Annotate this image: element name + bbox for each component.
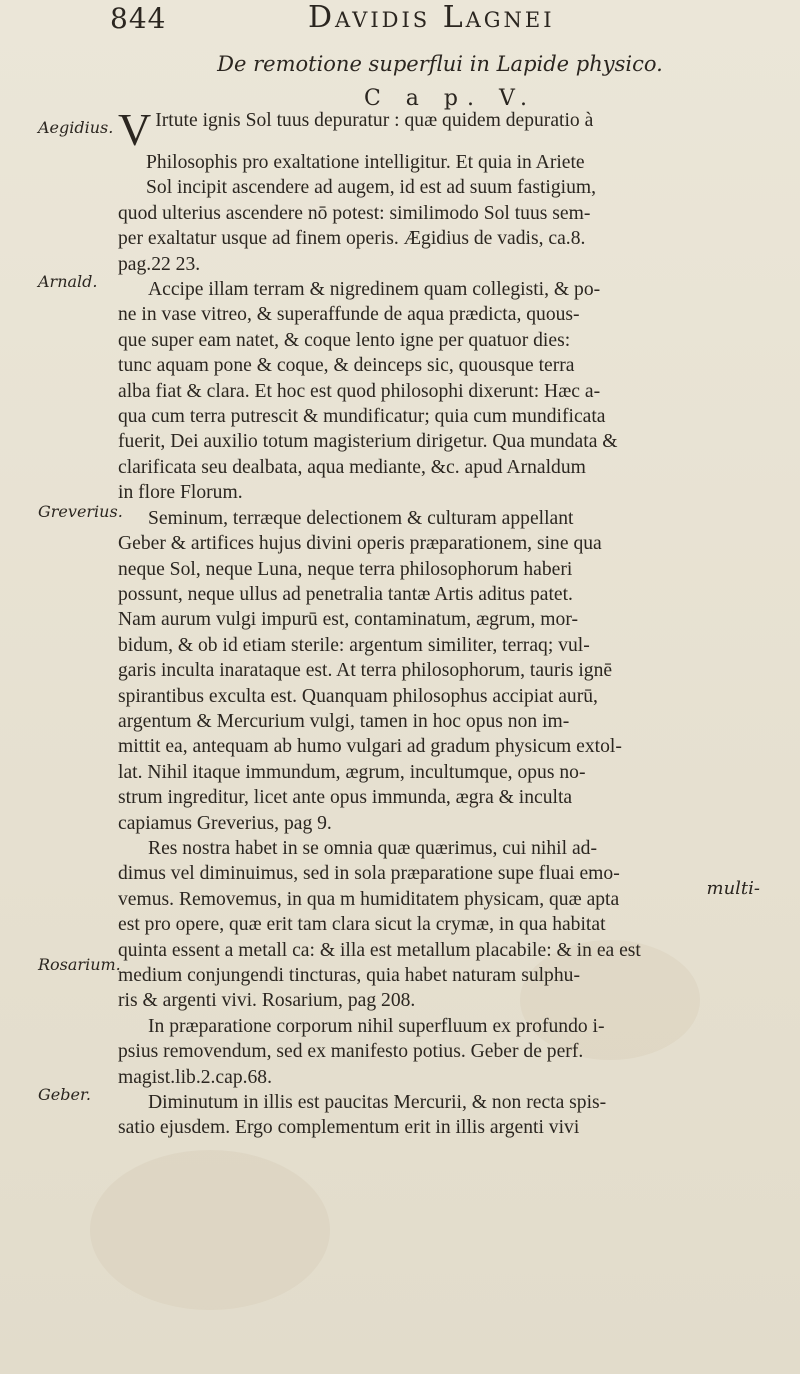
text-line: que super eam natet, & coque lento igne per quatuor dies: bbox=[118, 329, 571, 351]
text-line: in flore Florum. bbox=[118, 482, 243, 504]
text-line: quinta essent a metall ca: & illa est metallum placabile: & in ea est bbox=[118, 939, 641, 961]
text-line: pag.22 23. bbox=[118, 253, 201, 275]
text-line: alba fiat & clara. Et hoc est quod philosophi dixerunt: Hæc a- bbox=[118, 380, 601, 402]
text-line: garis inculta inarataque est. At terra philosophorum, tauris ignē bbox=[118, 660, 613, 682]
text-line: psius removendum, sed ex manifesto potius. Geber de perf. bbox=[118, 1041, 584, 1063]
text-line: strum ingreditur, licet ante opus immunda, ægra & inculta bbox=[118, 787, 573, 809]
margin-note-rosarium: Rosarium. bbox=[38, 955, 121, 974]
chapter-heading: C a p. V. bbox=[363, 86, 537, 111]
text-line: medium conjungendi tincturas, quia habet naturam sulphu- bbox=[118, 965, 580, 986]
text-line: ne in vase vitreo, & superaffunde de aqua prædicta, quous- bbox=[118, 304, 580, 326]
margin-note-greverius: Greverius. bbox=[38, 502, 123, 521]
text-line: bidum, & ob id etiam sterile: argentum similiter, terraq; vul- bbox=[118, 634, 590, 656]
margin-note-arnald: Arnald. bbox=[38, 272, 98, 291]
running-title: Davidis Lagnei bbox=[308, 0, 555, 35]
text-line-first bbox=[118, 108, 798, 150]
body-text bbox=[118, 108, 798, 1141]
text-line: quod ulterius ascendere nō potest: similimodo Sol tuus sem- bbox=[118, 202, 591, 224]
text-line: capiamus Greverius, pag 9. bbox=[118, 812, 332, 834]
text-line: satio ejusdem. Ergo complementum erit in illis argenti vivi bbox=[118, 1117, 580, 1139]
text-line: vemus. Removemus, in qua m humiditatem physicam, quæ apta bbox=[118, 888, 620, 910]
text-line: Sol incipit ascendere ad augem, id est ad suum fastigium, bbox=[146, 177, 597, 199]
text-line: argentum & Mercurium vulgi, tamen in hoc opus non im- bbox=[118, 710, 570, 732]
text-line: lat. Nihil itaque immundum, ægrum, incultumque, opus no- bbox=[118, 761, 586, 783]
text-line: magist.lib.2.cap.68. bbox=[118, 1066, 273, 1088]
paper-stain bbox=[90, 1150, 330, 1310]
text-line: clarificata seu dealbata, aqua mediante, &c. apud Arnaldum bbox=[118, 456, 586, 478]
text-line: Geber & artifices hujus divini operis præparationem, sine qua bbox=[118, 533, 602, 555]
text-line: per exaltatur usque ad finem operis. Ægidius de vadis, ca.8. bbox=[118, 228, 586, 250]
text-line: Philosophis pro exaltatione intelligitur. Et quia in Ariete bbox=[146, 152, 585, 173]
text-line: Accipe illam terram & nigredinem quam collegisti, & po- bbox=[148, 279, 601, 301]
text-line: mittit ea, antequam ab humo vulgari ad gradum physicum extol- bbox=[118, 736, 622, 758]
text-line: In præparatione corporum nihil superfluum ex profundo i- bbox=[148, 1015, 605, 1037]
text-line: possunt, neque ullus ad penetralia tantæ Artis aditus patet. bbox=[118, 583, 573, 605]
text-line: neque Sol, neque Luna, neque terra philosophorum haberi bbox=[118, 558, 573, 580]
text-line: Res nostra habet in se omnia quæ quærimus, cui nihil ad- bbox=[148, 837, 597, 859]
catchword: multi- bbox=[706, 878, 760, 899]
margin-note-geber: Geber. bbox=[38, 1085, 91, 1104]
dropcap: V bbox=[118, 108, 152, 150]
page-number: 844 bbox=[110, 2, 167, 35]
text-line: Nam aurum vulgi impurū est, contaminatum, ægrum, mor- bbox=[118, 609, 578, 631]
text-line: Seminum, terræque delectionem & culturam appellant bbox=[148, 507, 574, 529]
page-header bbox=[0, 0, 800, 44]
margin-note-aegidius: Aegidius. bbox=[38, 118, 114, 137]
text-line: Irtute ignis Sol tuus depuratur : quæ quidem depuratio à bbox=[155, 110, 594, 131]
text-line: tunc aquam pone & coque, & deinceps sic, quousque terra bbox=[118, 355, 575, 377]
text-line: fuerit, Dei auxilio totum magisterium dirigetur. Qua mundata & bbox=[118, 431, 618, 453]
text-line: ris & argenti vivi. Rosarium, pag 208. bbox=[118, 990, 416, 1012]
text-line: spirantibus exculta est. Quanquam philosophus accipiat aurū, bbox=[118, 685, 598, 707]
text-line: dimus vel diminuimus, sed in sola præparatione supe fluai emo- bbox=[118, 863, 620, 885]
text-line: est pro opere, quæ erit tam clara sicut la crymæ, in qua habitat bbox=[118, 914, 606, 936]
text-line: Diminutum in illis est paucitas Mercurii, & non recta spis- bbox=[148, 1092, 607, 1114]
text-line: qua cum terra putrescit & mundificatur; quia cum mundificata bbox=[118, 406, 606, 428]
section-title: De remotione superflui in Lapide physico. bbox=[217, 52, 663, 76]
